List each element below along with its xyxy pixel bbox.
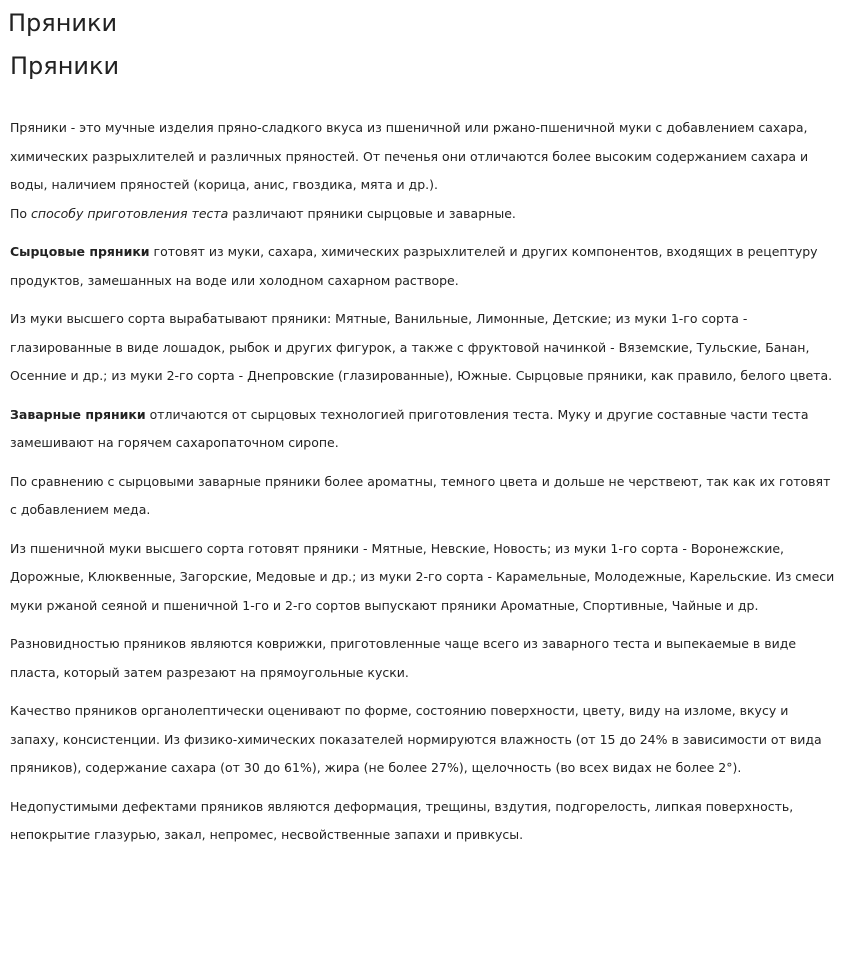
paragraph-defects: Недопустимыми дефектами пряников являются деформация, трещины, вздутия, подгорелость, липкая поверхность, непокрытие глазурью, закал, непромес, несвойственные запахи и привкусы. [10, 798, 794, 842]
paragraph-intro: Пряники - это мучные изделия пряно-сладкого вкуса из пшеничной или ржано-пшеничной муки с добавлением сахара, химических разрыхлителей и различных пряностей. От печенья они отличаются более высоким содержанием сахара и воды, наличием пряностей (корица, анис, гвоздика, мята и др.). [10, 120, 809, 192]
paragraph-raw-gingerbread [10, 238, 838, 295]
article-body [10, 114, 838, 850]
article-title: Пряники [10, 52, 120, 80]
term-custard-gingerbread: Заварные пряники [10, 406, 146, 422]
paragraph-raw-gingerbread-text: готовят из муки, сахара, химических разрыхлителей и других компонентов, входящих в рецептуру продуктов, замешанных на воде или холодном сахарном растворе. [10, 244, 818, 288]
paragraph-quality: Качество пряников органолептически оценивают по форме, состоянию поверхности, цвету, виду на изломе, вкусу и запаху, консистенции. Из физико-химических показателей нормируются влажность (от 15 до 24% в зависимости от вида пряников), содержание сахара (от 30 до 61%), жира (не более 27%), щелочность (во всех видах не более 2°). [10, 703, 822, 775]
paragraph-custard-gingerbread-text: отличаются от сырцовых технологией приготовления теста. Муку и другие составные части теста замешивают на горячем сахаропаточном сиропе. [10, 406, 809, 450]
term-raw-gingerbread: Сырцовые пряники [10, 244, 150, 259]
term-dough-method: способу приготовления теста [31, 205, 229, 221]
paragraph-custard-varieties: Из пшеничной муки высшего сорта готовят пряники - Мятные, Невские, Новость; из муки 1-го сорта - Воронежские, Дорожные, Клюквенные, Загорские, Медовые и др.; из муки 2-го сорта - Карамельные, Молодежные, Карельские. Из смеси муки ржаной сеяной и пшеничной 1-го и 2-го сортов выпускают пряники Ароматные, Спортивные, Чайные и др. [10, 540, 835, 613]
page-title: Пряники [8, 9, 118, 37]
paragraph-kovrizhki: Разновидностью пряников являются коврижки, приготовленные чаще всего из заварного теста и выпекаемые в виде пласта, который затем разрезают на прямоугольные куски. [10, 636, 797, 680]
paragraph-methods [10, 200, 838, 229]
paragraph-methods-suffix: различают пряники сырцовые и заварные. [228, 205, 516, 221]
paragraph-custard-gingerbread [10, 401, 838, 458]
paragraph-methods-prefix: По [10, 205, 32, 221]
article [10, 48, 838, 860]
paragraph-raw-varieties: Из муки высшего сорта вырабатывают пряники: Мятные, Ванильные, Лимонные, Детские; из муки 1-го сорта - глазированные в виде лошадок, рыбок и других фигурок, а также с фруктовой начинкой - Вяземские, Тульские, Банан, Осенние и др.; из муки 2-го сорта - Днепровские (глазированные), Южные. Сырцовые пряники, как правило, белого цвета. [10, 311, 833, 383]
paragraph-custard-comparison: По сравнению с сырцовыми заварные пряники более ароматны, темного цвета и дольше не черствеют, так как их готовят с добавлением меда. [10, 473, 831, 517]
